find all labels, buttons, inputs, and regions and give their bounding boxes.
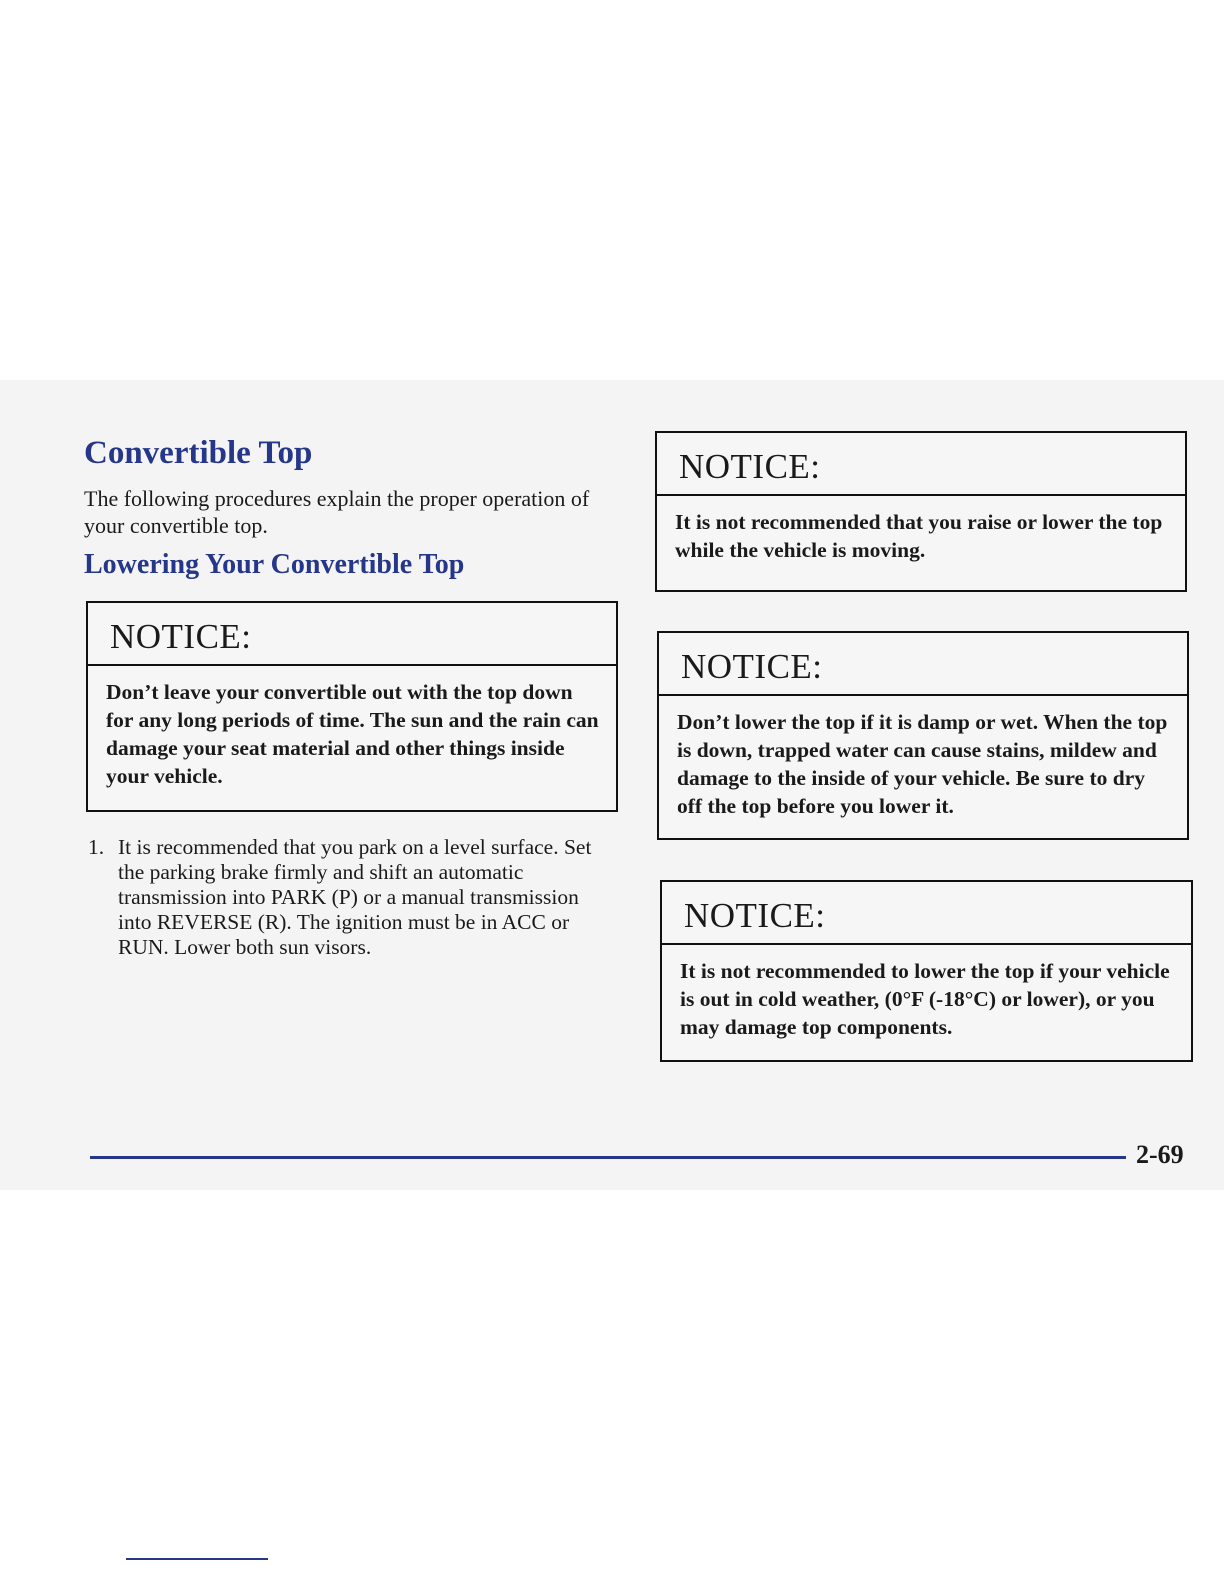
notice-heading: NOTICE:: [657, 433, 1185, 496]
notice-heading: NOTICE:: [662, 882, 1191, 945]
intro-paragraph: The following procedures explain the proper operation of your convertible top.: [84, 486, 590, 539]
footer-rule: [90, 1156, 1126, 1159]
subsection-title: Lowering Your Convertible Top: [84, 549, 465, 581]
step-text: It is recommended that you park on a level surface. Set the parking brake firmly and shift an automatic transmission into PARK (P) or a manual transmission into REVERSE (R). The ignition must be in ACC or RUN. Lower both sun visors.: [118, 835, 592, 959]
notice-box-damp: [657, 631, 1189, 840]
notice-box-moving: [655, 431, 1187, 592]
notice-body: It is not recommended that you raise or lower the top while the vehicle is moving.: [675, 510, 1163, 562]
decorative-rule: [126, 1558, 268, 1560]
step-list: [84, 835, 604, 960]
left-column: [84, 435, 619, 599]
page-number: 2-69: [1136, 1140, 1184, 1169]
step-number: 1.: [88, 835, 105, 859]
notice-box-long-periods: [86, 601, 618, 812]
section-title: Convertible Top: [84, 435, 313, 471]
list-item: [84, 835, 604, 960]
notice-body: Don’t lower the top if it is damp or wet. When the top is down, trapped water can cause stains, mildew and damage to the inside of your vehicle. Be sure to dry off the top before you lower it.: [677, 710, 1168, 818]
notice-box-cold-weather: [660, 880, 1193, 1062]
notice-heading: NOTICE:: [659, 633, 1187, 696]
notice-heading: NOTICE:: [88, 603, 616, 666]
notice-body: It is not recommended to lower the top if your vehicle is out in cold weather, (0°F (-18°C) or lower), or you may damage top components.: [680, 959, 1170, 1039]
notice-body: Don’t leave your convertible out with the top down for any long periods of time. The sun and the rain can damage your seat material and other things inside your vehicle.: [106, 680, 599, 788]
